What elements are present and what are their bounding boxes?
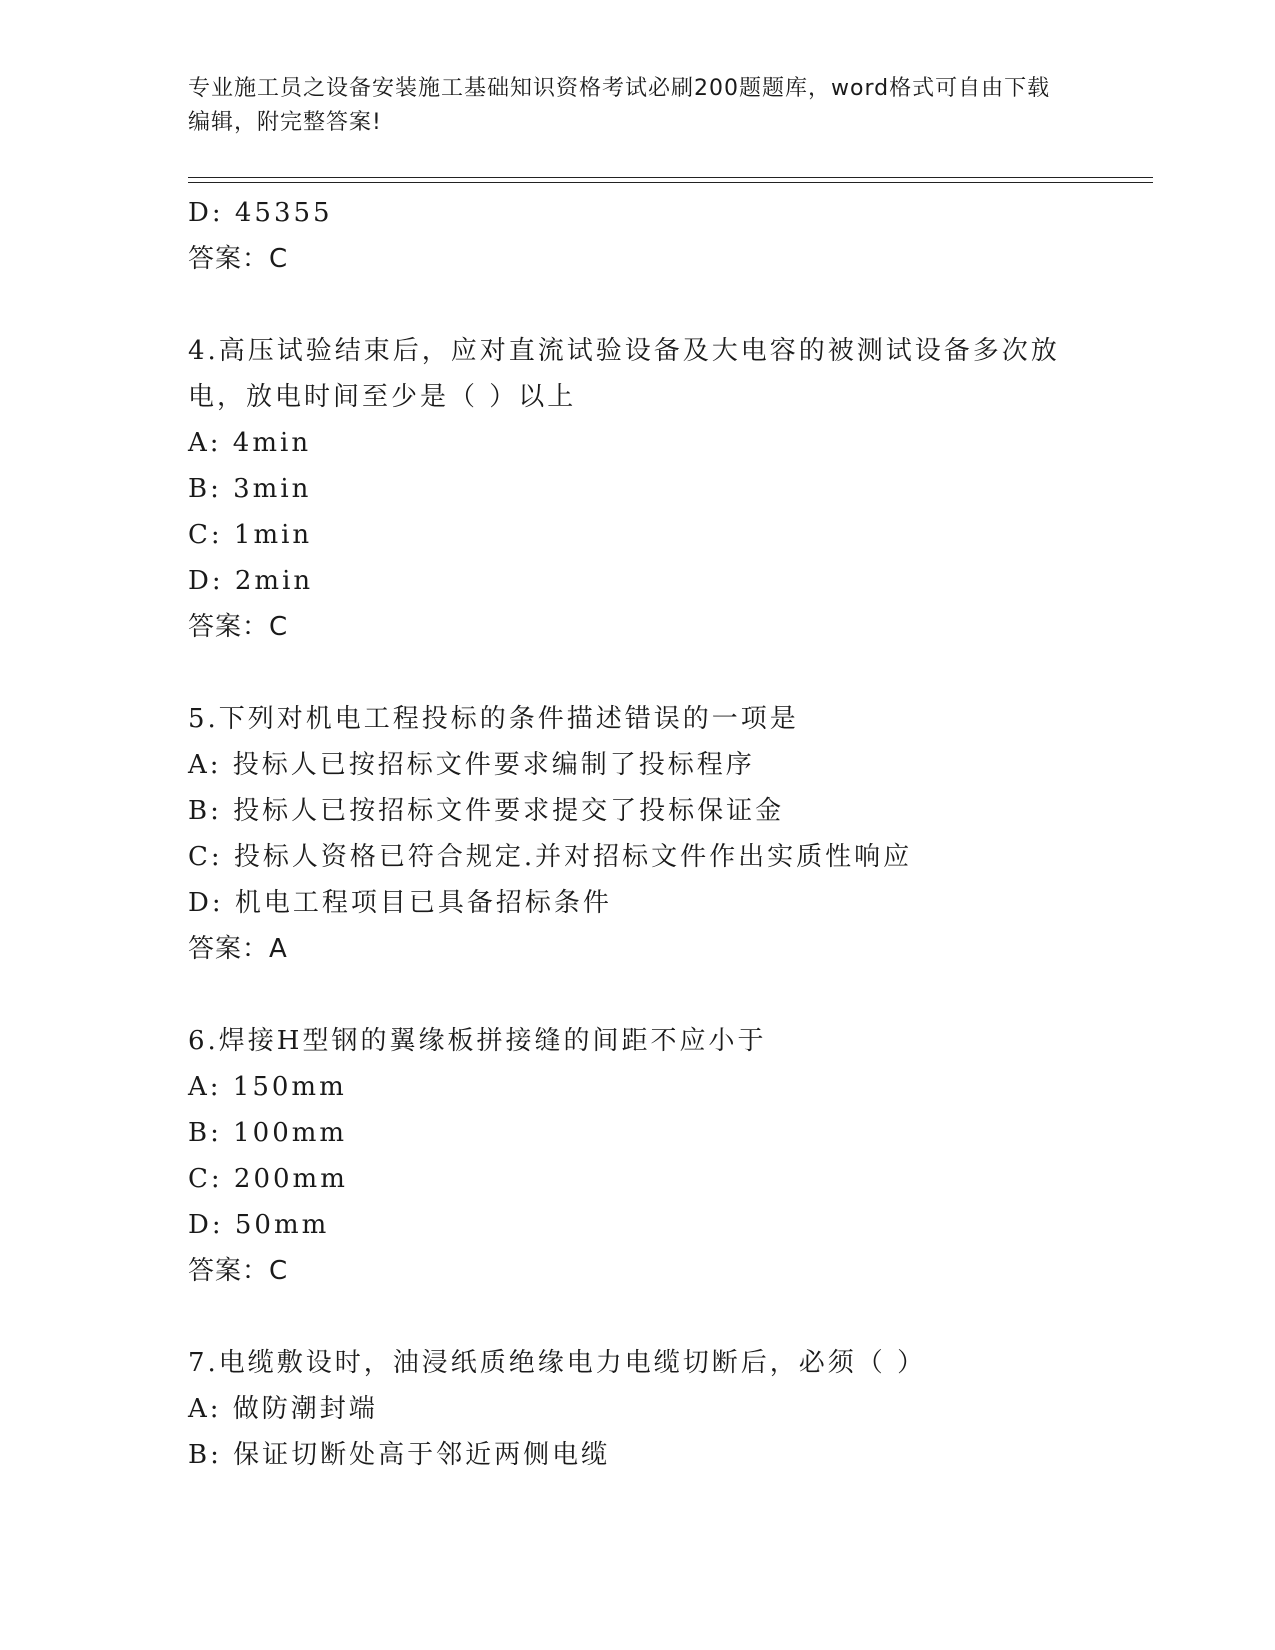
document-header: 专业施工员之设备安装施工基础知识资格考试必刷200题题库，word格式可自由下载编辑，附完整答案!: [188, 76, 1051, 135]
question-text: 5.下列对机电工程投标的条件描述错误的一项是: [188, 704, 799, 734]
option-b: B: 100mm: [188, 1118, 348, 1148]
answer: 答案：A: [188, 934, 288, 964]
option-b: B: 3min: [188, 474, 312, 504]
answer: 答案：C: [188, 244, 289, 274]
option-d: D: 45355: [188, 198, 333, 228]
option-c: C: 200mm: [188, 1164, 348, 1194]
question-text: 7.电缆敷设时，油浸纸质绝缘电力电缆切断后，必须（ ）: [188, 1348, 927, 1378]
header-rule-bottom: [188, 182, 1153, 183]
option-a: A: 4min: [188, 428, 312, 458]
answer: 答案：C: [188, 1256, 289, 1286]
option-d: D: 50mm: [188, 1210, 330, 1240]
option-b: B: 投标人已按招标文件要求提交了投标保证金: [188, 796, 785, 826]
question-5: [188, 696, 1153, 972]
option-a: A: 做防潮封端: [188, 1394, 378, 1424]
option-d: D: 机电工程项目已具备招标条件: [188, 888, 612, 918]
header-rule-top: [188, 177, 1153, 178]
option-b: B: 保证切断处高于邻近两侧电缆: [188, 1440, 611, 1470]
question-7: [188, 1340, 1153, 1478]
question-text: 6.焊接H型钢的翼缘板拼接缝的间距不应小于: [188, 1026, 767, 1056]
question-text: 4.高压试验结束后，应对直流试验设备及大电容的被测试设备多次放电，放电时间至少是（ ）以上: [188, 336, 1060, 412]
question-4: [188, 328, 1153, 650]
option-d: D: 2min: [188, 566, 314, 596]
option-a: A: 投标人已按招标文件要求编制了投标程序: [188, 750, 755, 780]
option-c: C: 投标人资格已符合规定.并对招标文件作出实质性响应: [188, 842, 913, 872]
question-list: [188, 190, 1153, 1478]
option-c: C: 1min: [188, 520, 313, 550]
question-6: [188, 1018, 1153, 1294]
answer: 答案：C: [188, 612, 289, 642]
option-a: A: 150mm: [188, 1072, 347, 1102]
